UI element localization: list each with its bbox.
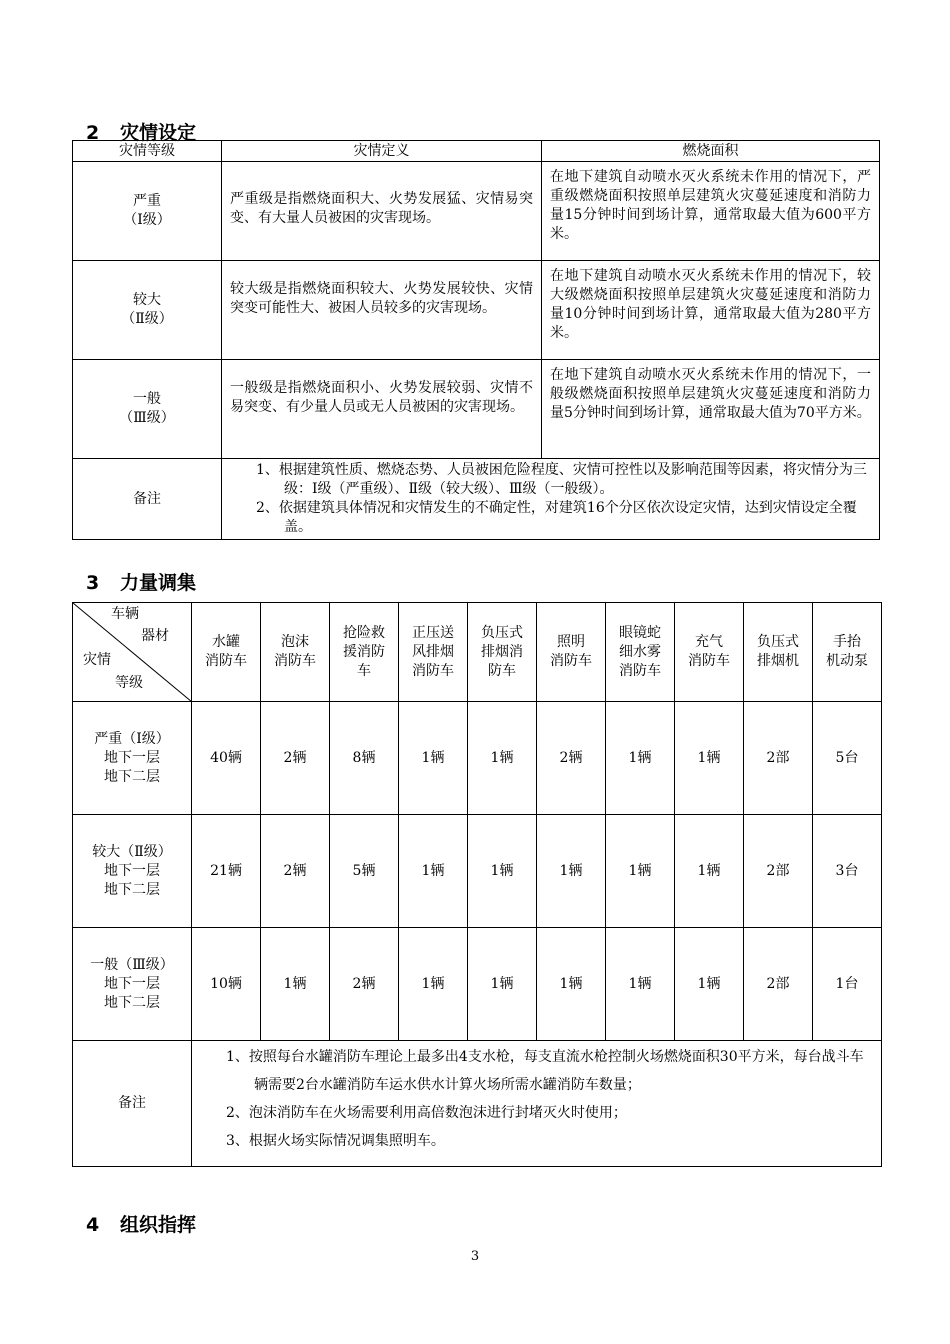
column-header-line: 排烟机	[757, 653, 799, 669]
column-header-line: 正压送	[412, 624, 454, 641]
corner-grade: 等级	[115, 675, 143, 691]
note-item: 3、根据火场实际情况调集照明车。	[226, 1133, 445, 1149]
section-title: 灾情设定	[120, 122, 197, 144]
section-title: 组织指挥	[120, 1214, 197, 1236]
note-item: 1、根据建筑性质、燃烧态势、人员被困危险程度、灾情可控性以及影响范围等因素，将灾情分为三级：Ⅰ级（严重级）、Ⅱ级（较大级）、Ⅲ级（一般级）。	[256, 462, 867, 497]
level-cell	[73, 360, 222, 459]
value-cell: 2辆	[261, 702, 330, 815]
value-cell: 2辆	[330, 928, 399, 1041]
value-cell: 3台	[813, 815, 882, 928]
section-number: 4	[86, 1214, 100, 1236]
column-header-line: 充气	[695, 634, 723, 650]
level-name: 严重	[133, 193, 161, 209]
row-label-line: 地下二层	[104, 994, 160, 1011]
note-label	[73, 1041, 192, 1167]
value-cell: 1辆	[606, 702, 675, 815]
note-row	[73, 459, 880, 540]
column-header-line: 消防车	[550, 653, 592, 669]
value-cell: 1台	[813, 928, 882, 1041]
row-label-line: 地下一层	[104, 975, 160, 992]
row-label-line: 较大（Ⅱ级）	[92, 843, 172, 860]
row-label-line: 地下二层	[104, 768, 160, 785]
value-cell: 21辆	[192, 815, 261, 928]
column-header-line: 手抬	[833, 634, 861, 650]
column-header-line: 排烟消	[481, 643, 523, 660]
row-label-line: 地下一层	[104, 862, 160, 879]
row-label-line: 地下二层	[104, 881, 160, 898]
column-header	[399, 603, 468, 702]
value-cell: 1辆	[606, 815, 675, 928]
note-row	[73, 1041, 882, 1167]
value-cell: 2辆	[261, 815, 330, 928]
value-cell: 40辆	[192, 702, 261, 815]
note-label: 备注	[73, 459, 222, 540]
column-header	[192, 603, 261, 702]
header-cell: 燃烧面积	[542, 141, 880, 162]
column-header-line: 消防车	[205, 653, 247, 669]
column-header	[744, 603, 813, 702]
value-cell: 1辆	[675, 928, 744, 1041]
table-header-row	[73, 141, 880, 162]
value-cell: 2部	[744, 702, 813, 815]
definition-cell: 严重级是指燃烧面积大、火势发展猛、灾情易突变、有大量人员被困的灾害现场。	[222, 162, 542, 261]
level-cell	[73, 261, 222, 360]
column-header	[330, 603, 399, 702]
value-cell: 1辆	[261, 928, 330, 1041]
value-cell: 2部	[744, 815, 813, 928]
value-cell: 2辆	[537, 702, 606, 815]
column-header-line: 消防车	[274, 653, 316, 669]
note-item: 2、泡沫消防车在火场需要利用高倍数泡沫进行封堵灭火时使用；	[226, 1105, 627, 1121]
value-cell: 10辆	[192, 928, 261, 1041]
column-header-line: 眼镜蛇	[619, 624, 661, 641]
page-number: 3	[470, 1249, 480, 1264]
column-header-line: 照明	[557, 634, 585, 650]
corner-disaster: 灾情	[83, 652, 111, 668]
column-header	[606, 603, 675, 702]
value-cell: 1辆	[399, 815, 468, 928]
column-header-line: 风排烟	[412, 643, 454, 660]
column-header-line: 机动泵	[826, 653, 868, 669]
level-cell	[73, 162, 222, 261]
column-header-line: 援消防	[343, 643, 385, 660]
column-header-line: 车	[357, 662, 371, 679]
level-grade: （Ⅲ级）	[119, 410, 175, 426]
row-label	[73, 815, 192, 928]
corner-equipment: 器材	[141, 628, 169, 644]
note-cell	[222, 459, 880, 540]
section-number: 3	[86, 572, 100, 594]
value-cell: 8辆	[330, 702, 399, 815]
area-cell: 在地下建筑自动喷水灭火系统未作用的情况下，较大级燃烧面积按照单层建筑火灾蔓延速度和消防力量10分钟时间到场计算，通常取最大值为280平方米。	[542, 261, 880, 360]
definition-cell: 较大级是指燃烧面积较大、火势发展较快、灾情突变可能性大、被困人员较多的灾害现场。	[222, 261, 542, 360]
corner-vehicle: 车辆	[111, 606, 139, 622]
column-header-line: 水罐	[212, 634, 240, 650]
column-header	[675, 603, 744, 702]
disaster-setting-table	[72, 140, 880, 540]
column-header	[813, 603, 882, 702]
column-header-line: 消防车	[412, 662, 454, 679]
column-header-line: 消防车	[619, 662, 661, 679]
table-row	[73, 815, 882, 928]
level-name: 一般	[133, 391, 161, 407]
value-cell: 1辆	[468, 928, 537, 1041]
row-label-line: 地下一层	[104, 749, 160, 766]
value-cell: 1辆	[537, 928, 606, 1041]
column-header-line: 负压式	[481, 624, 523, 641]
note-item: 2、依据建筑具体情况和灾情发生的不确定性，对建筑16个分区依次设定灾情，达到灾情设定全覆盖。	[256, 500, 857, 535]
column-header-line: 防车	[488, 662, 516, 679]
table-row	[73, 360, 880, 459]
column-header-line: 负压式	[757, 634, 799, 650]
row-label-line: 一般（Ⅲ级）	[90, 956, 174, 973]
value-cell: 5辆	[330, 815, 399, 928]
definition-cell: 一般级是指燃烧面积小、火势发展较弱、灾情不易突变、有少量人员或无人员被困的灾害现场。	[222, 360, 542, 459]
row-label	[73, 928, 192, 1041]
section-number: 2	[86, 122, 100, 144]
level-grade: （Ⅰ级）	[123, 212, 171, 228]
table-row	[73, 702, 882, 815]
table-row	[73, 928, 882, 1041]
column-header-line: 细水雾	[619, 643, 661, 660]
corner-header-cell	[73, 603, 192, 702]
value-cell: 5台	[813, 702, 882, 815]
level-name: 较大	[133, 292, 161, 308]
value-cell: 1辆	[468, 815, 537, 928]
area-cell: 在地下建筑自动喷水灭火系统未作用的情况下，严重级燃烧面积按照单层建筑火灾蔓延速度和消防力量15分钟时间到场计算，通常取最大值为600平方米。	[542, 162, 880, 261]
force-dispatch-table	[72, 602, 882, 1167]
column-header-line: 泡沫	[281, 634, 309, 650]
value-cell: 1辆	[675, 815, 744, 928]
value-cell: 1辆	[537, 815, 606, 928]
value-cell: 1辆	[675, 702, 744, 815]
header-cell: 灾情定义	[222, 141, 542, 162]
section-title: 力量调集	[120, 572, 197, 594]
row-label	[73, 702, 192, 815]
note-item: 1、按照每台水罐消防车理论上最多出4支水枪，每支直流水枪控制火场燃烧面积30平方米，每台战斗车辆需要2台水罐消防车运水供水计算火场所需水罐消防车数量；	[226, 1049, 864, 1093]
area-cell: 在地下建筑自动喷水灭火系统未作用的情况下，一般级燃烧面积按照单层建筑火灾蔓延速度和消防力量5分钟时间到场计算，通常取最大值为70平方米。	[542, 360, 880, 459]
column-header-line: 抢险救	[343, 624, 385, 641]
table-row	[73, 162, 880, 261]
note-cell	[192, 1041, 882, 1167]
section-4-heading	[86, 1210, 196, 1237]
value-cell: 1辆	[606, 928, 675, 1041]
column-header	[468, 603, 537, 702]
value-cell: 1辆	[399, 928, 468, 1041]
column-header	[261, 603, 330, 702]
column-header-line: 消防车	[688, 653, 730, 669]
section-3-heading	[86, 568, 196, 595]
table-header-row	[73, 603, 882, 702]
value-cell: 1辆	[468, 702, 537, 815]
value-cell: 2部	[744, 928, 813, 1041]
column-header	[537, 603, 606, 702]
row-label-line: 严重（Ⅰ级）	[94, 730, 170, 747]
value-cell: 1辆	[399, 702, 468, 815]
level-grade: （Ⅱ级）	[121, 311, 173, 327]
table-row	[73, 261, 880, 360]
header-cell: 灾情等级	[73, 141, 222, 162]
note-label-text: 备注	[118, 1095, 146, 1111]
